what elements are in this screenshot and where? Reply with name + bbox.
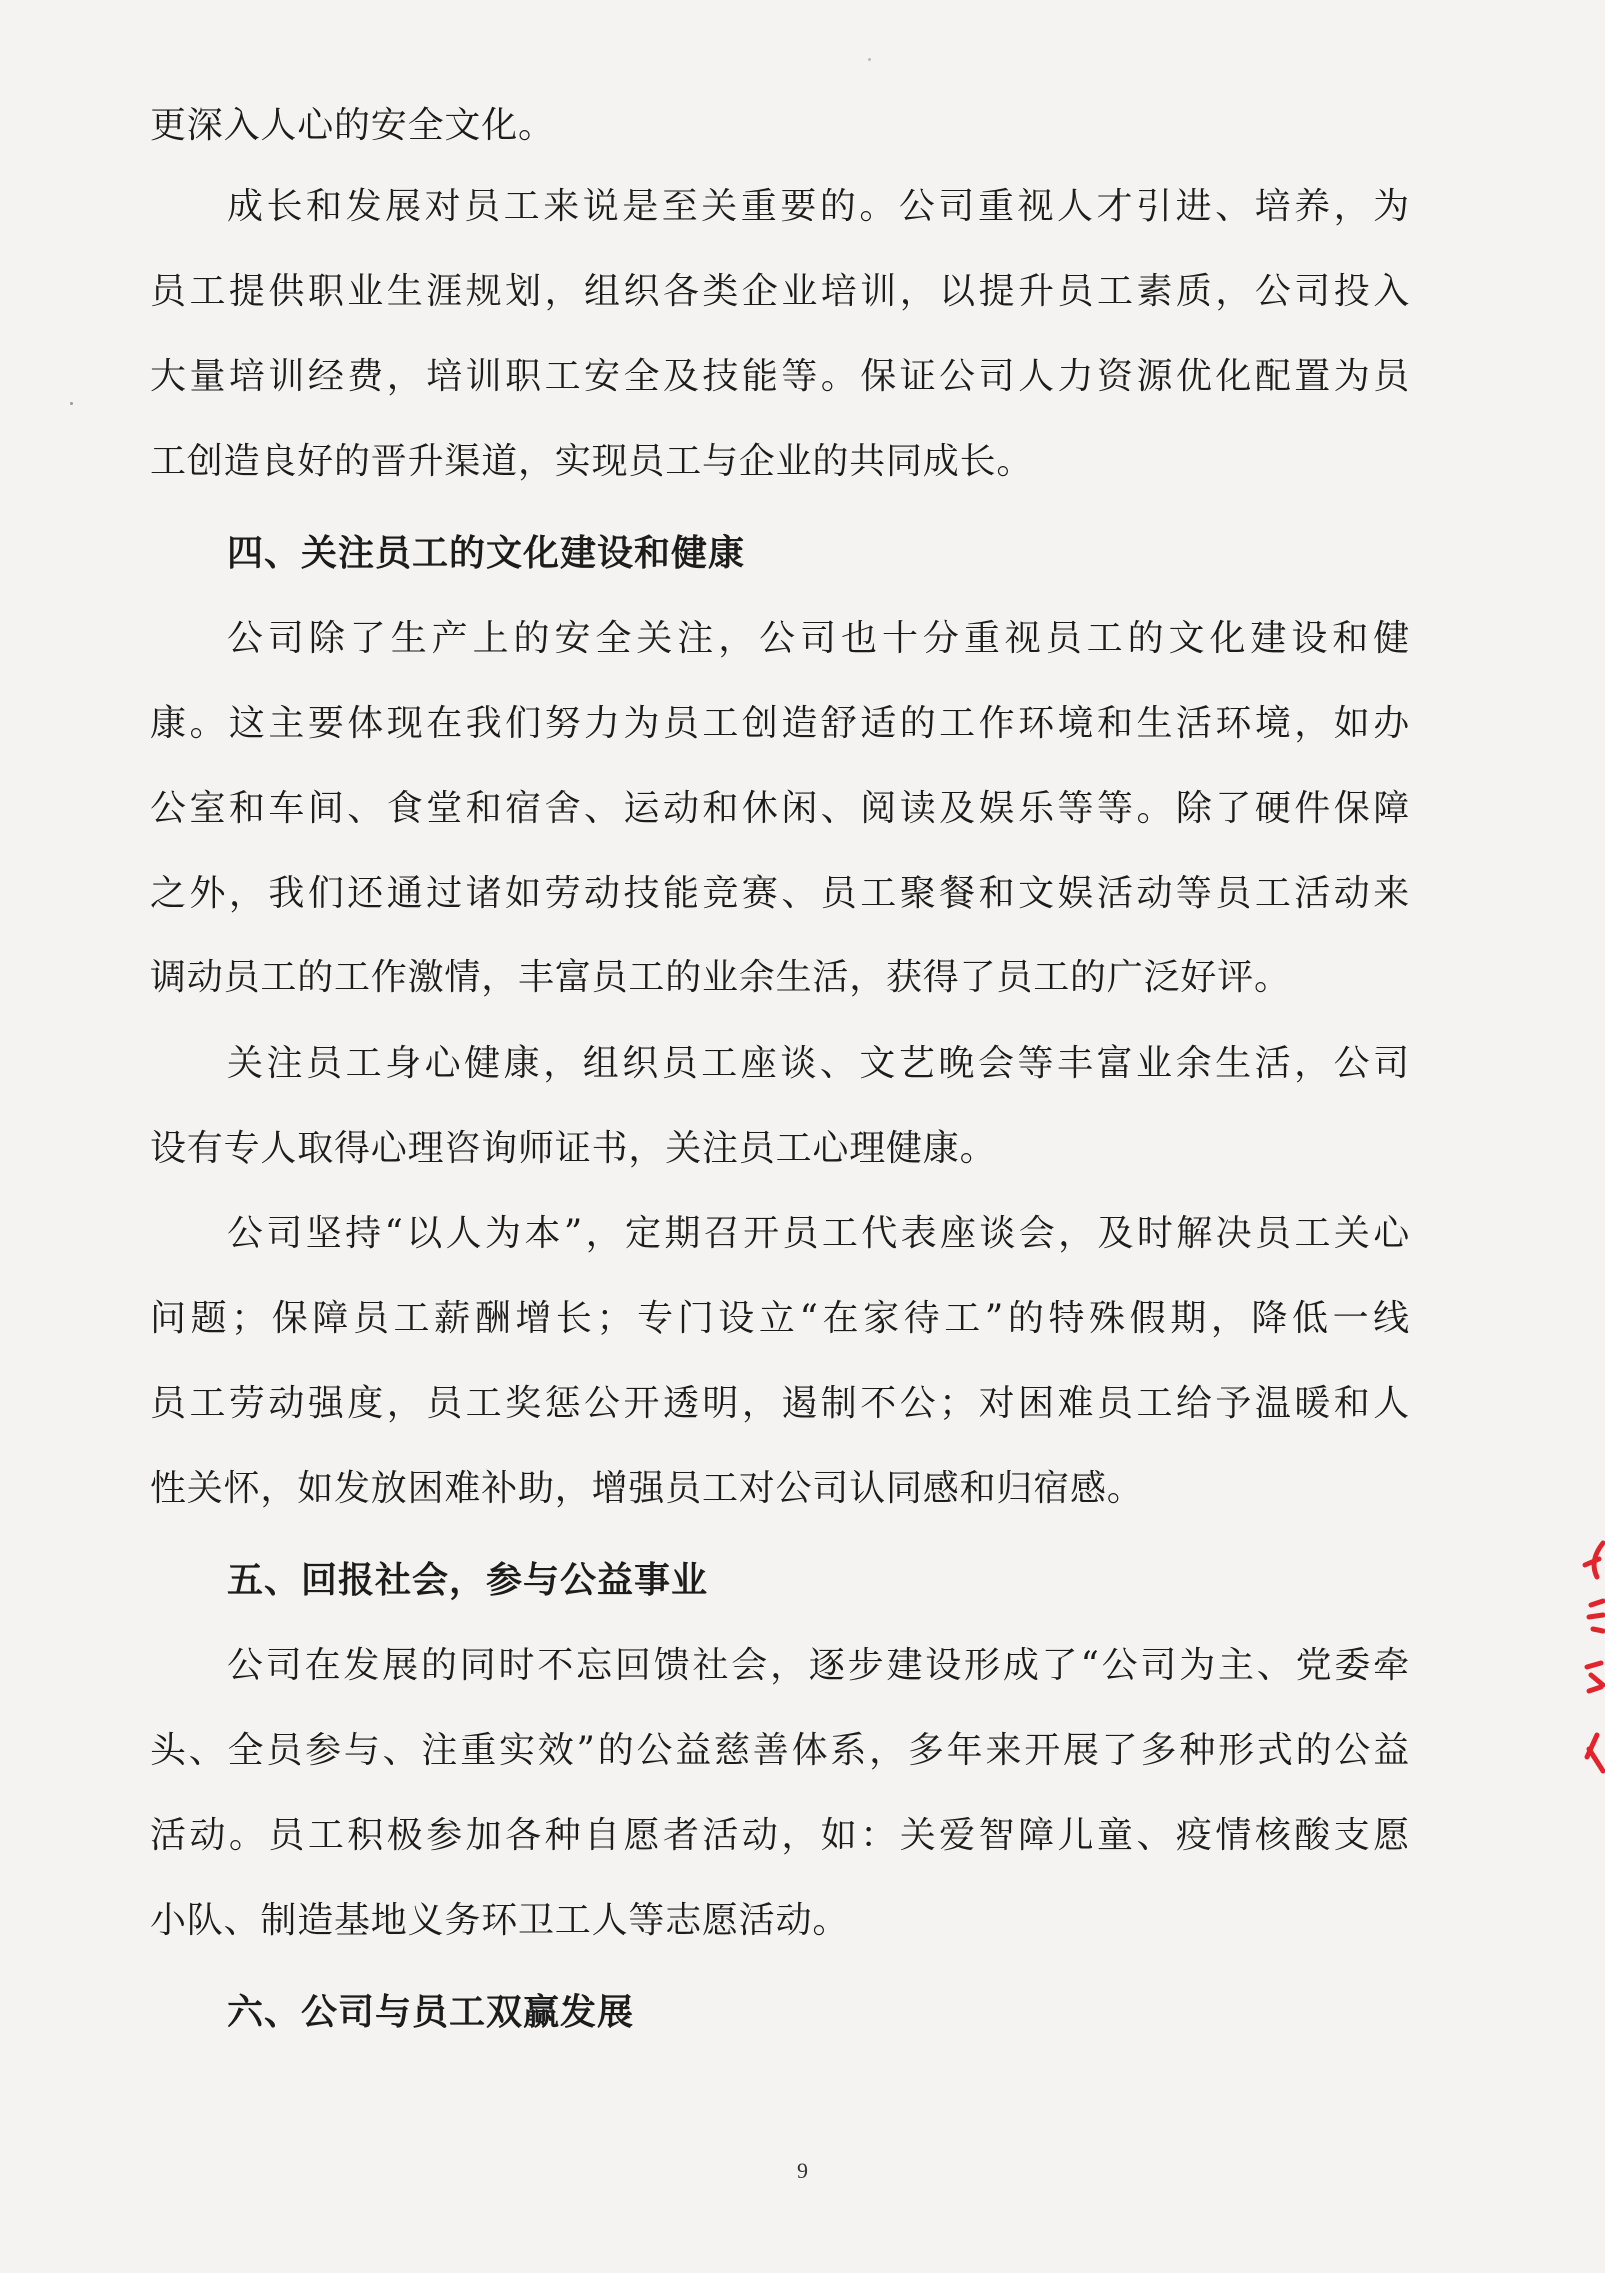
page-number: 9 — [797, 2158, 808, 2183]
section-heading: 五、回报社会，参与公益事业 — [227, 1560, 709, 1601]
paragraph-line: 设有专人取得心理咨询师证书，关注员工心理健康。 — [150, 1128, 997, 1169]
paragraph-line: 调动员工的工作激情，丰富员工的业余生活，获得了员工的广泛好评。 — [150, 957, 1291, 998]
paragraph-line: 工创造良好的晋升渠道，实现员工与企业的共同成长。 — [150, 441, 1034, 482]
paragraph-line: 员工提供职业生涯规划，组织各类企业培训，以提升员工素质，公司投入 — [150, 271, 1410, 312]
section-heading: 四、关注员工的文化建设和健康 — [227, 533, 746, 574]
paragraph-line: 大量培训经费，培训职工安全及技能等。保证公司人力资源优化配置为员 — [150, 356, 1410, 397]
paragraph-line: 成长和发展对员工来说是至关重要的。公司重视人才引进、培养，为 — [227, 186, 1410, 227]
paragraph-line: 公室和车间、食堂和宿舍、运动和休闲、阅读及娱乐等等。除了硬件保障 — [150, 788, 1410, 829]
paragraph-line: 康。这主要体现在我们努力为员工创造舒适的工作环境和生活环境，如办 — [150, 703, 1410, 744]
section-heading: 六、公司与员工双赢发展 — [227, 1992, 635, 2033]
paragraph-line: 之外，我们还通过诸如劳动技能竞赛、员工聚餐和文娱活动等员工活动来 — [150, 873, 1410, 914]
paragraph-line: 公司坚持“以人为本”，定期召开员工代表座谈会，及时解决员工关心 — [227, 1213, 1410, 1254]
paragraph-line: 活动。员工积极参加各种自愿者活动，如：关爱智障儿童、疫情核酸支愿 — [150, 1815, 1410, 1856]
paragraph-line: 员工劳动强度，员工奖惩公开透明，遏制不公；对困难员工给予温暖和人 — [150, 1383, 1410, 1424]
paragraph-line: 公司除了生产上的安全关注，公司也十分重视员工的文化建设和健 — [227, 618, 1410, 659]
scan-speck — [868, 58, 871, 61]
paragraph-line: 性关怀，如发放困难补助，增强员工对公司认同感和归宿感。 — [150, 1468, 1144, 1509]
paragraph-line: 公司在发展的同时不忘回馈社会，逐步建设形成了“公司为主、党委牵 — [227, 1645, 1410, 1686]
paragraph-line: 问题；保障员工薪酬增长；专门设立“在家待工”的特殊假期，降低一线 — [150, 1298, 1410, 1339]
paragraph-line: 小队、制造基地义务环卫工人等志愿活动。 — [150, 1900, 850, 1941]
seal-stamp-edge — [1577, 1535, 1605, 1780]
paragraph-line: 头、全员参与、注重实效”的公益慈善体系，多年来开展了多种形式的公益 — [150, 1730, 1410, 1771]
scan-speck — [70, 402, 73, 405]
paragraph-line: 更深入人心的安全文化。 — [150, 105, 555, 146]
paragraph-line: 关注员工身心健康，组织员工座谈、文艺晚会等丰富业余生活，公司 — [227, 1043, 1410, 1084]
